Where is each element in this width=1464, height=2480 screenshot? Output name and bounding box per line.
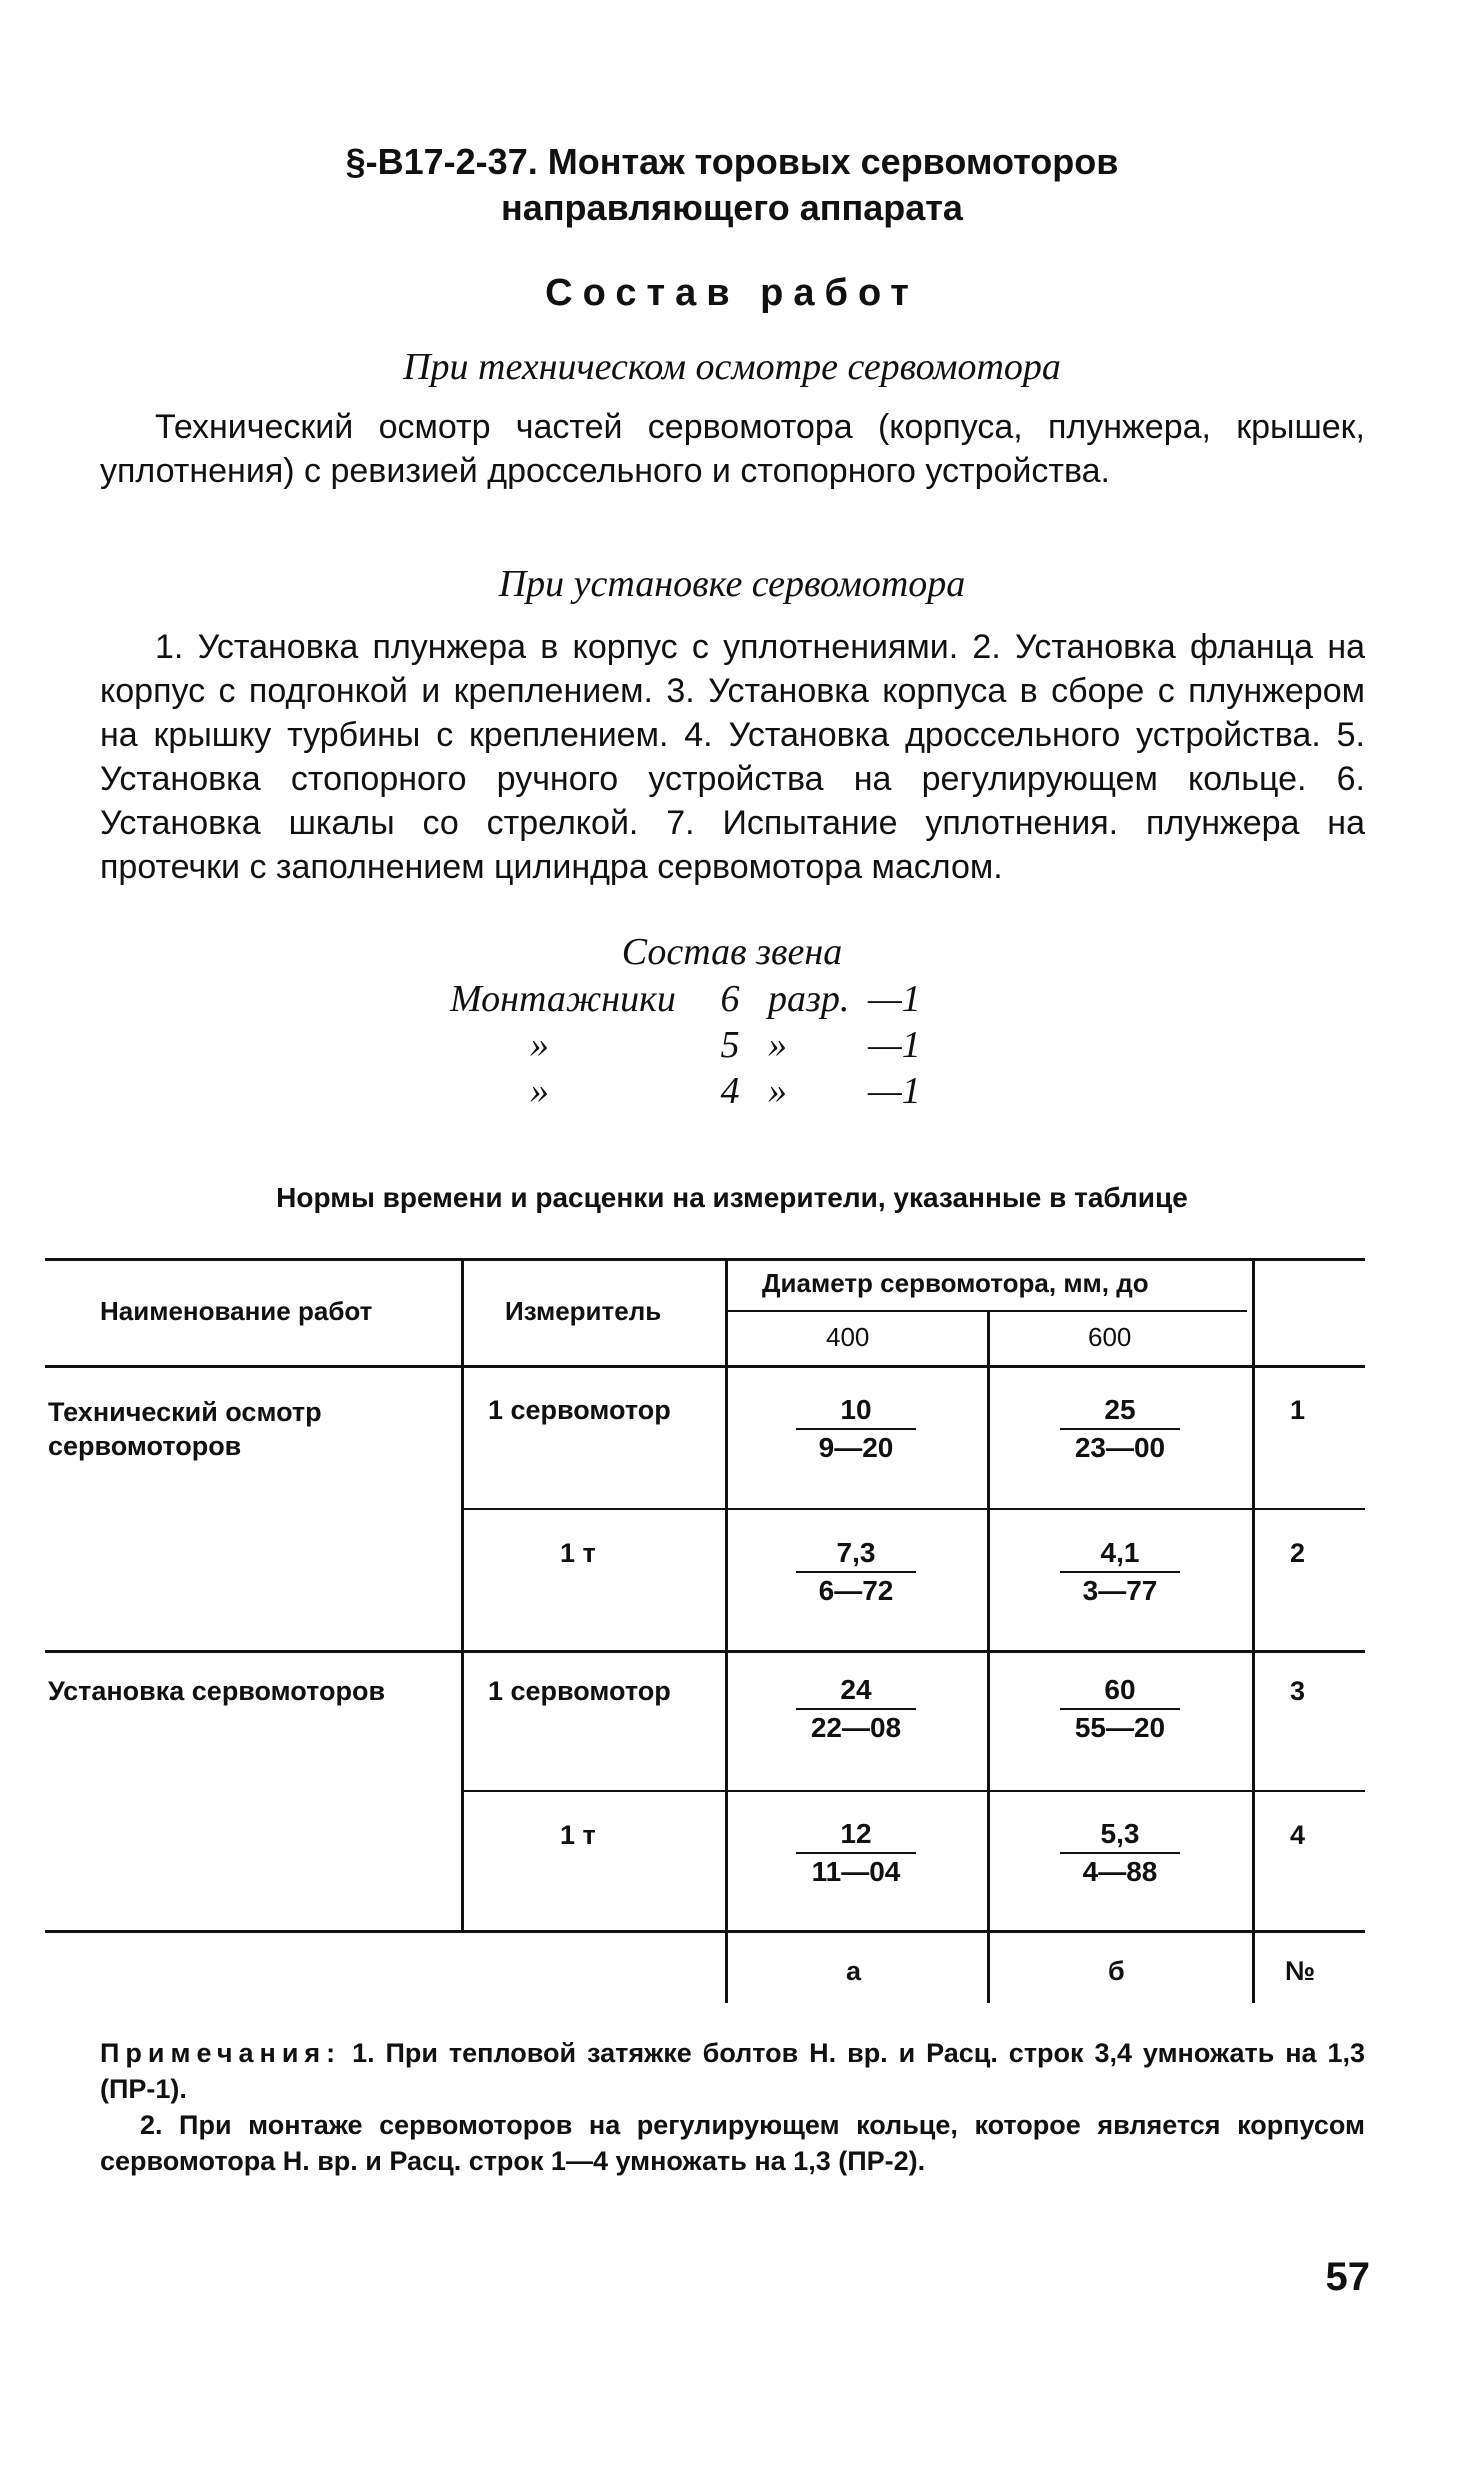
crew-row [450, 1068, 1010, 1114]
installation-heading: При установке сервомотора [498, 563, 966, 605]
rate: 4—88 [1082, 1856, 1158, 1887]
row-number: 3 [1290, 1676, 1306, 1706]
notes-lead: Примечания: [100, 2038, 342, 2068]
row-divider [463, 1790, 1365, 1792]
meter-cell: 1 т [560, 1538, 596, 1568]
rate: 22—08 [810, 1712, 902, 1743]
section-title-line2: направляющего аппарата [501, 187, 963, 228]
crew-unit: разр. [768, 978, 850, 1020]
crew-role: Монтажники [450, 978, 676, 1020]
column-letter-a: а [846, 1956, 862, 1986]
row-divider [463, 1508, 1365, 1510]
fraction-bar [1060, 1852, 1180, 1854]
work-name-cell: Технический осмотр сервомоторов [48, 1397, 322, 1461]
work-name-cell: Установка сервомоторов [48, 1676, 386, 1706]
fraction-bar [796, 1428, 916, 1430]
fraction-bar [1060, 1428, 1180, 1430]
norm-fraction [1030, 1816, 1210, 1890]
rate: 9—20 [818, 1432, 894, 1463]
crew-count: —1 [868, 1024, 921, 1066]
header-bottom-rule [45, 1365, 1365, 1368]
installation-text: 1. Установка плунжера в корпус с уплотнениями. 2. Установка фланца на корпус с подгонкой и креплением. 3. Установка корпуса в сборе с плунжером на крышку турбины с креплением. 4. Установка дроссельного устройства. 5. Установка стопорного ручного устройства на регулирующем кольце. 6. Установка шкалы со стрелкой. 7. Испытание уплотнения. плунжера на протечки с заполнением цилиндра сервомотора маслом. [100, 628, 1365, 886]
header-work-name: Наименование работ [100, 1296, 373, 1326]
column-letter-b: б [1108, 1956, 1125, 1986]
crew-list [450, 976, 1010, 1114]
composition-heading: Состав работ [545, 272, 919, 314]
fraction-bar [1060, 1708, 1180, 1710]
time-norm: 25 [1104, 1394, 1136, 1425]
fraction-bar [796, 1708, 916, 1710]
time-norm: 7,3 [836, 1537, 876, 1568]
crew-unit: » [768, 1070, 787, 1112]
rate: 3—77 [1082, 1575, 1158, 1606]
header-meter: Измеритель [505, 1296, 662, 1326]
rate: 23—00 [1074, 1432, 1166, 1463]
col-divider [461, 1258, 464, 1931]
crew-unit: » [768, 1024, 787, 1066]
row-number: 4 [1290, 1820, 1306, 1850]
norm-fraction [1030, 1535, 1210, 1609]
norm-fraction [766, 1535, 946, 1609]
norm-fraction [1030, 1672, 1210, 1746]
header-diameter: Диаметр сервомотора, мм, до [762, 1268, 1149, 1298]
row-number: 2 [1290, 1538, 1306, 1568]
crew-row [450, 976, 1010, 1022]
time-norm: 10 [840, 1394, 872, 1425]
norm-fraction [766, 1816, 946, 1890]
crew-row [450, 1022, 1010, 1068]
header-d400: 400 [826, 1322, 870, 1352]
crew-grade: 4 [720, 1070, 740, 1112]
table-caption: Нормы времени и расценки на измерители, указанные в таблице [276, 1182, 1188, 1213]
time-norm: 24 [840, 1674, 872, 1705]
time-norm: 12 [840, 1818, 872, 1849]
rate: 55—20 [1074, 1712, 1166, 1743]
time-norm: 4,1 [1100, 1537, 1140, 1568]
meter-cell: 1 т [560, 1820, 596, 1850]
norm-fraction [766, 1672, 946, 1746]
crew-heading: Состав звена [621, 931, 843, 973]
crew-count: —1 [868, 1070, 921, 1112]
fraction-bar [796, 1571, 916, 1573]
norm-fraction [1030, 1392, 1210, 1466]
crew-grade: 6 [720, 978, 740, 1020]
note-2: 2. При монтаже сервомоторов на регулирующем кольце, которое является корпусом сервомотора Н. вр. и Расц. строк 1—4 умножать на 1,3 (ПР-2). [100, 2110, 1365, 2176]
col-divider [1252, 1258, 1255, 2003]
note-1: 1. При тепловой затяжке болтов Н. вр. и Расц. строк 3,4 умножать на 1,3 (ПР-1). [100, 2038, 1365, 2104]
col-divider [725, 1258, 728, 2003]
crew-count: —1 [868, 978, 921, 1020]
header-d600: 600 [1088, 1322, 1132, 1352]
table-bottom-rule [45, 1930, 1365, 1933]
time-norm: 60 [1104, 1674, 1136, 1705]
section-title-line1: §-В17-2-37. Монтаж торовых сервомоторов [345, 141, 1119, 182]
col-divider [987, 1312, 990, 2003]
column-number-sign: № [1285, 1956, 1316, 1986]
notes-block [100, 2035, 1365, 2179]
rate: 6—72 [818, 1575, 894, 1606]
inspection-heading: При техническом осмотре сервомотора [403, 346, 1061, 388]
page-number: 57 [1325, 2255, 1370, 2299]
time-norm: 5,3 [1100, 1818, 1140, 1849]
meter-cell: 1 сервомотор [488, 1395, 671, 1425]
crew-role: » [530, 1070, 549, 1112]
fraction-bar [796, 1852, 916, 1854]
crew-role: » [530, 1024, 549, 1066]
norm-fraction [766, 1392, 946, 1466]
row-number: 1 [1290, 1395, 1306, 1425]
diameter-subheader-rule [727, 1310, 1247, 1312]
group-divider [45, 1650, 1365, 1653]
rate: 11—04 [811, 1856, 901, 1887]
inspection-text: Технический осмотр частей сервомотора (корпуса, плунжера, крышек, уплотнения) с ревизией дроссельного и стопорного устройства. [100, 408, 1365, 490]
fraction-bar [1060, 1571, 1180, 1573]
meter-cell: 1 сервомотор [488, 1676, 671, 1706]
table-top-rule [45, 1258, 1365, 1261]
crew-grade: 5 [720, 1024, 740, 1066]
